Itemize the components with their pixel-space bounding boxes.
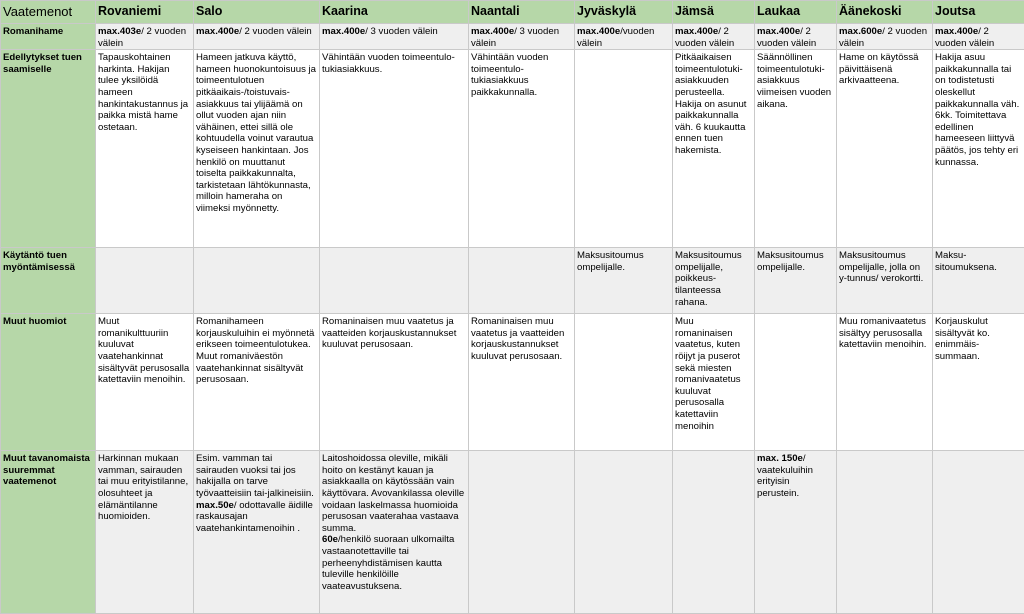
cell-text: Maksu-sitoumuksena. xyxy=(935,250,997,273)
row-kaytanto xyxy=(1,248,1024,314)
table-cell xyxy=(673,248,755,314)
table-cell xyxy=(837,248,933,314)
amount-text: max.400e xyxy=(196,26,240,37)
table-cell xyxy=(320,314,469,451)
amount-text: max.400e xyxy=(675,26,719,37)
table-cell xyxy=(320,451,469,614)
amount-text: max.600e xyxy=(839,26,883,37)
row-label: Muut tavanomaista suuremmat vaatemenot xyxy=(1,451,96,614)
cell-text: Laitoshoidossa oleville, mikäli hoito on kestänyt kauan ja asiakkaalla on käytössään vain käyttövara. Avovankilassa oleville voidaan laskelmassa huomioida perusosan vaaterahaa vastaava summa. xyxy=(322,453,465,534)
row-label: Romanihame xyxy=(1,24,96,50)
table-cell xyxy=(194,314,320,451)
table-cell xyxy=(96,314,194,451)
table-cell xyxy=(755,248,837,314)
cell-text: / 2 vuoden välein xyxy=(98,26,187,49)
cell-text: / 2 vuoden välein xyxy=(839,26,928,49)
cell-text: / 2 vuoden välein xyxy=(239,26,312,37)
cell-text: / odottavalle äidille raskausajan vaatehankintamenoihin . xyxy=(196,499,313,534)
table-cell xyxy=(320,50,469,248)
table-cell xyxy=(933,24,1024,50)
table-cell xyxy=(469,248,575,314)
col-header-aanekoski: Äänekoski xyxy=(837,1,933,24)
col-header-salo: Salo xyxy=(194,1,320,24)
cell-text: Muu romanivaatetus sisältyy perusosalla katettaviin menoihin. xyxy=(839,316,927,351)
corner-label: Vaatemenot xyxy=(1,1,96,24)
cell-text: /henkilö suoraan ulkomailta vastaanotettaville tai perheenyhdistämisen kautta tuleville henkilöille vaateavustuksena. xyxy=(322,534,455,592)
cell-text: / 2 vuoden välein xyxy=(757,26,817,49)
cell-text: Hame on käytössä päivittäisenä arkivaatteena. xyxy=(839,52,919,87)
col-header-jyvaskyla: Jyväskylä xyxy=(575,1,673,24)
row-label: Edellytykset tuen saamiselle xyxy=(1,50,96,248)
cell-text: Esim. vamman tai sairauden vuoksi tai jos hakijalla on tarve työvaatteisiin tai-jalkineisiin. xyxy=(196,453,314,499)
cell-text: / vaatekuluihin erityisin perustein. xyxy=(757,453,814,499)
col-header-naantali: Naantali xyxy=(469,1,575,24)
table-cell xyxy=(194,451,320,614)
cell-text: Maksusitoumus ompelijalle. xyxy=(577,250,644,273)
table-cell xyxy=(575,50,673,248)
table-cell xyxy=(837,24,933,50)
col-header-kaarina: Kaarina xyxy=(320,1,469,24)
table-cell xyxy=(96,50,194,248)
cell-text: Korjauskulut sisältyvät ko. enimmäis-summaan. xyxy=(935,316,990,362)
table-cell xyxy=(933,314,1024,451)
cell-text: Tapauskohtainen harkinta. Hakijan tulee yksilöidä hameen hankintakustannus ja paikka mistä hame ostetaan. xyxy=(98,52,189,133)
col-header-jamsa: Jämsä xyxy=(673,1,755,24)
table-cell xyxy=(837,50,933,248)
amount-text: 60e xyxy=(322,534,339,546)
table-cell xyxy=(755,314,837,451)
row-edellytykset xyxy=(1,50,1024,248)
table-cell xyxy=(837,451,933,614)
cell-text: Hameen jatkuva käyttö, hameen huonokuntoisuus ja toimeentulotuen pitkäaikais-/toistuvais-asiakkuus tai ylijäämä on ollut vuoden ajan niin vähäinen, ettei sillä ole kohtuudella voinut varautua kyseiseen hankintaan. Jos henkilö on muuttanut toiselta paikkakunnalta, tarkistetaan lähtökunnasta, milloin hameraha on viimeksi myönnetty. xyxy=(196,52,317,214)
amount-text: max.400e xyxy=(935,26,979,37)
table-cell xyxy=(96,24,194,50)
cell-text: Maksusitoumus ompelijalle, jolla on y-tunnus/ verokortti. xyxy=(839,250,924,285)
cell-text: / 3 vuoden välein xyxy=(365,26,438,37)
table-cell xyxy=(673,314,755,451)
cell-text: Pitkäaikaisen toimeentulotuki-asiakkuuden perusteella. Hakija on asunut paikkakunnalla väh. 6 kuukautta ennen tuen hakemista. xyxy=(675,52,747,156)
table-cell xyxy=(96,451,194,614)
table-cell xyxy=(194,50,320,248)
table-cell xyxy=(575,24,673,50)
table-cell xyxy=(755,50,837,248)
table-cell xyxy=(469,451,575,614)
table-cell xyxy=(673,24,755,50)
cell-text: / 2 vuoden välein xyxy=(675,26,735,49)
row-romanihame xyxy=(1,24,1024,50)
table-cell xyxy=(320,248,469,314)
cell-text: Vähintään vuoden toimeentulo-tukiasiakkuus. xyxy=(322,52,455,75)
table-cell xyxy=(673,451,755,614)
row-label: Muut huomiot xyxy=(1,314,96,451)
table-cell xyxy=(673,50,755,248)
cell-text: Harkinnan mukaan vamman, sairauden tai muu erityistilanne, olosuhteet ja elämäntilanne huomioiden. xyxy=(98,453,189,523)
table-cell xyxy=(469,314,575,451)
cell-text: Maksusitoumus ompelijalle, poikkeus-tilanteessa rahana. xyxy=(675,250,742,308)
table-cell xyxy=(469,50,575,248)
row-label: Käytäntö tuen myöntämisessä xyxy=(1,248,96,314)
table-cell xyxy=(96,248,194,314)
cell-text: Romanihameen korjauskuluihin ei myönnetä erikseen toimeentulotukea. Muut romaniväestön vaatehankinnat sisältyvät perusosaan. xyxy=(196,316,315,386)
table-cell xyxy=(933,248,1024,314)
cell-text: Hakija asuu paikkakunnalla tai on todistetusti oleskellut paikkakunnalla väh. 6kk. Toimitettava edellinen hameeseen liittyvä päätös, jos tehty eri kunnassa. xyxy=(935,52,1020,168)
amount-text: max.400e xyxy=(757,26,801,37)
table-cell xyxy=(933,451,1024,614)
cell-text: Vähintään vuoden toimeentulo-tukiasiakkuus paikkakunnalla. xyxy=(471,52,549,98)
table-cell xyxy=(933,50,1024,248)
amount-text: max.400e xyxy=(322,26,366,37)
table-cell xyxy=(755,451,837,614)
cell-text: Muut romanikulttuuriin kuuluvat vaatehankinnat sisältyvät perusosalla katettaviin menoihin. xyxy=(98,316,190,386)
amount-text: max.400e xyxy=(577,26,621,37)
table-cell xyxy=(837,314,933,451)
table-cell xyxy=(575,248,673,314)
col-header-joutsa: Joutsa xyxy=(933,1,1024,24)
table-cell xyxy=(575,314,673,451)
cell-text: Romaninaisen muu vaatetus ja vaatteiden korjauskustannukset kuuluvat perusosaan. xyxy=(471,316,565,362)
cell-text: Muu romaninaisen vaatetus, kuten röijyt ja puserot sekä miesten romanivaatetus kuuluvat perusosalla katettaviin menoihin xyxy=(675,316,741,432)
header-row xyxy=(1,1,1024,24)
cell-text: / 2 vuoden välein xyxy=(935,26,995,49)
table-cell xyxy=(755,24,837,50)
amount-text: max.50e xyxy=(196,499,234,511)
table-cell xyxy=(194,24,320,50)
cell-text: /vuoden välein xyxy=(577,26,655,49)
amount-text: max.400e xyxy=(471,26,515,37)
table-cell xyxy=(320,24,469,50)
table-cell xyxy=(575,451,673,614)
cell-text: Säännöllinen toimeentulotuki-asiakkuus viimeisen vuoden aikana. xyxy=(757,52,832,110)
col-header-rovaniemi: Rovaniemi xyxy=(96,1,194,24)
row-muut-vaatemenot xyxy=(1,451,1024,614)
col-header-laukaa: Laukaa xyxy=(755,1,837,24)
table-cell xyxy=(194,248,320,314)
cell-text: / 3 vuoden välein xyxy=(471,26,560,49)
table-cell xyxy=(469,24,575,50)
row-muut-huomiot xyxy=(1,314,1024,451)
amount-text: max. 150e xyxy=(757,453,803,465)
cell-text: Maksusitoumus ompelijalle. xyxy=(757,250,824,273)
cell-text: Romaninaisen muu vaatetus ja vaatteiden korjauskustannukset kuuluvat perusosaan. xyxy=(322,316,457,351)
amount-text: max.403e xyxy=(98,26,142,37)
